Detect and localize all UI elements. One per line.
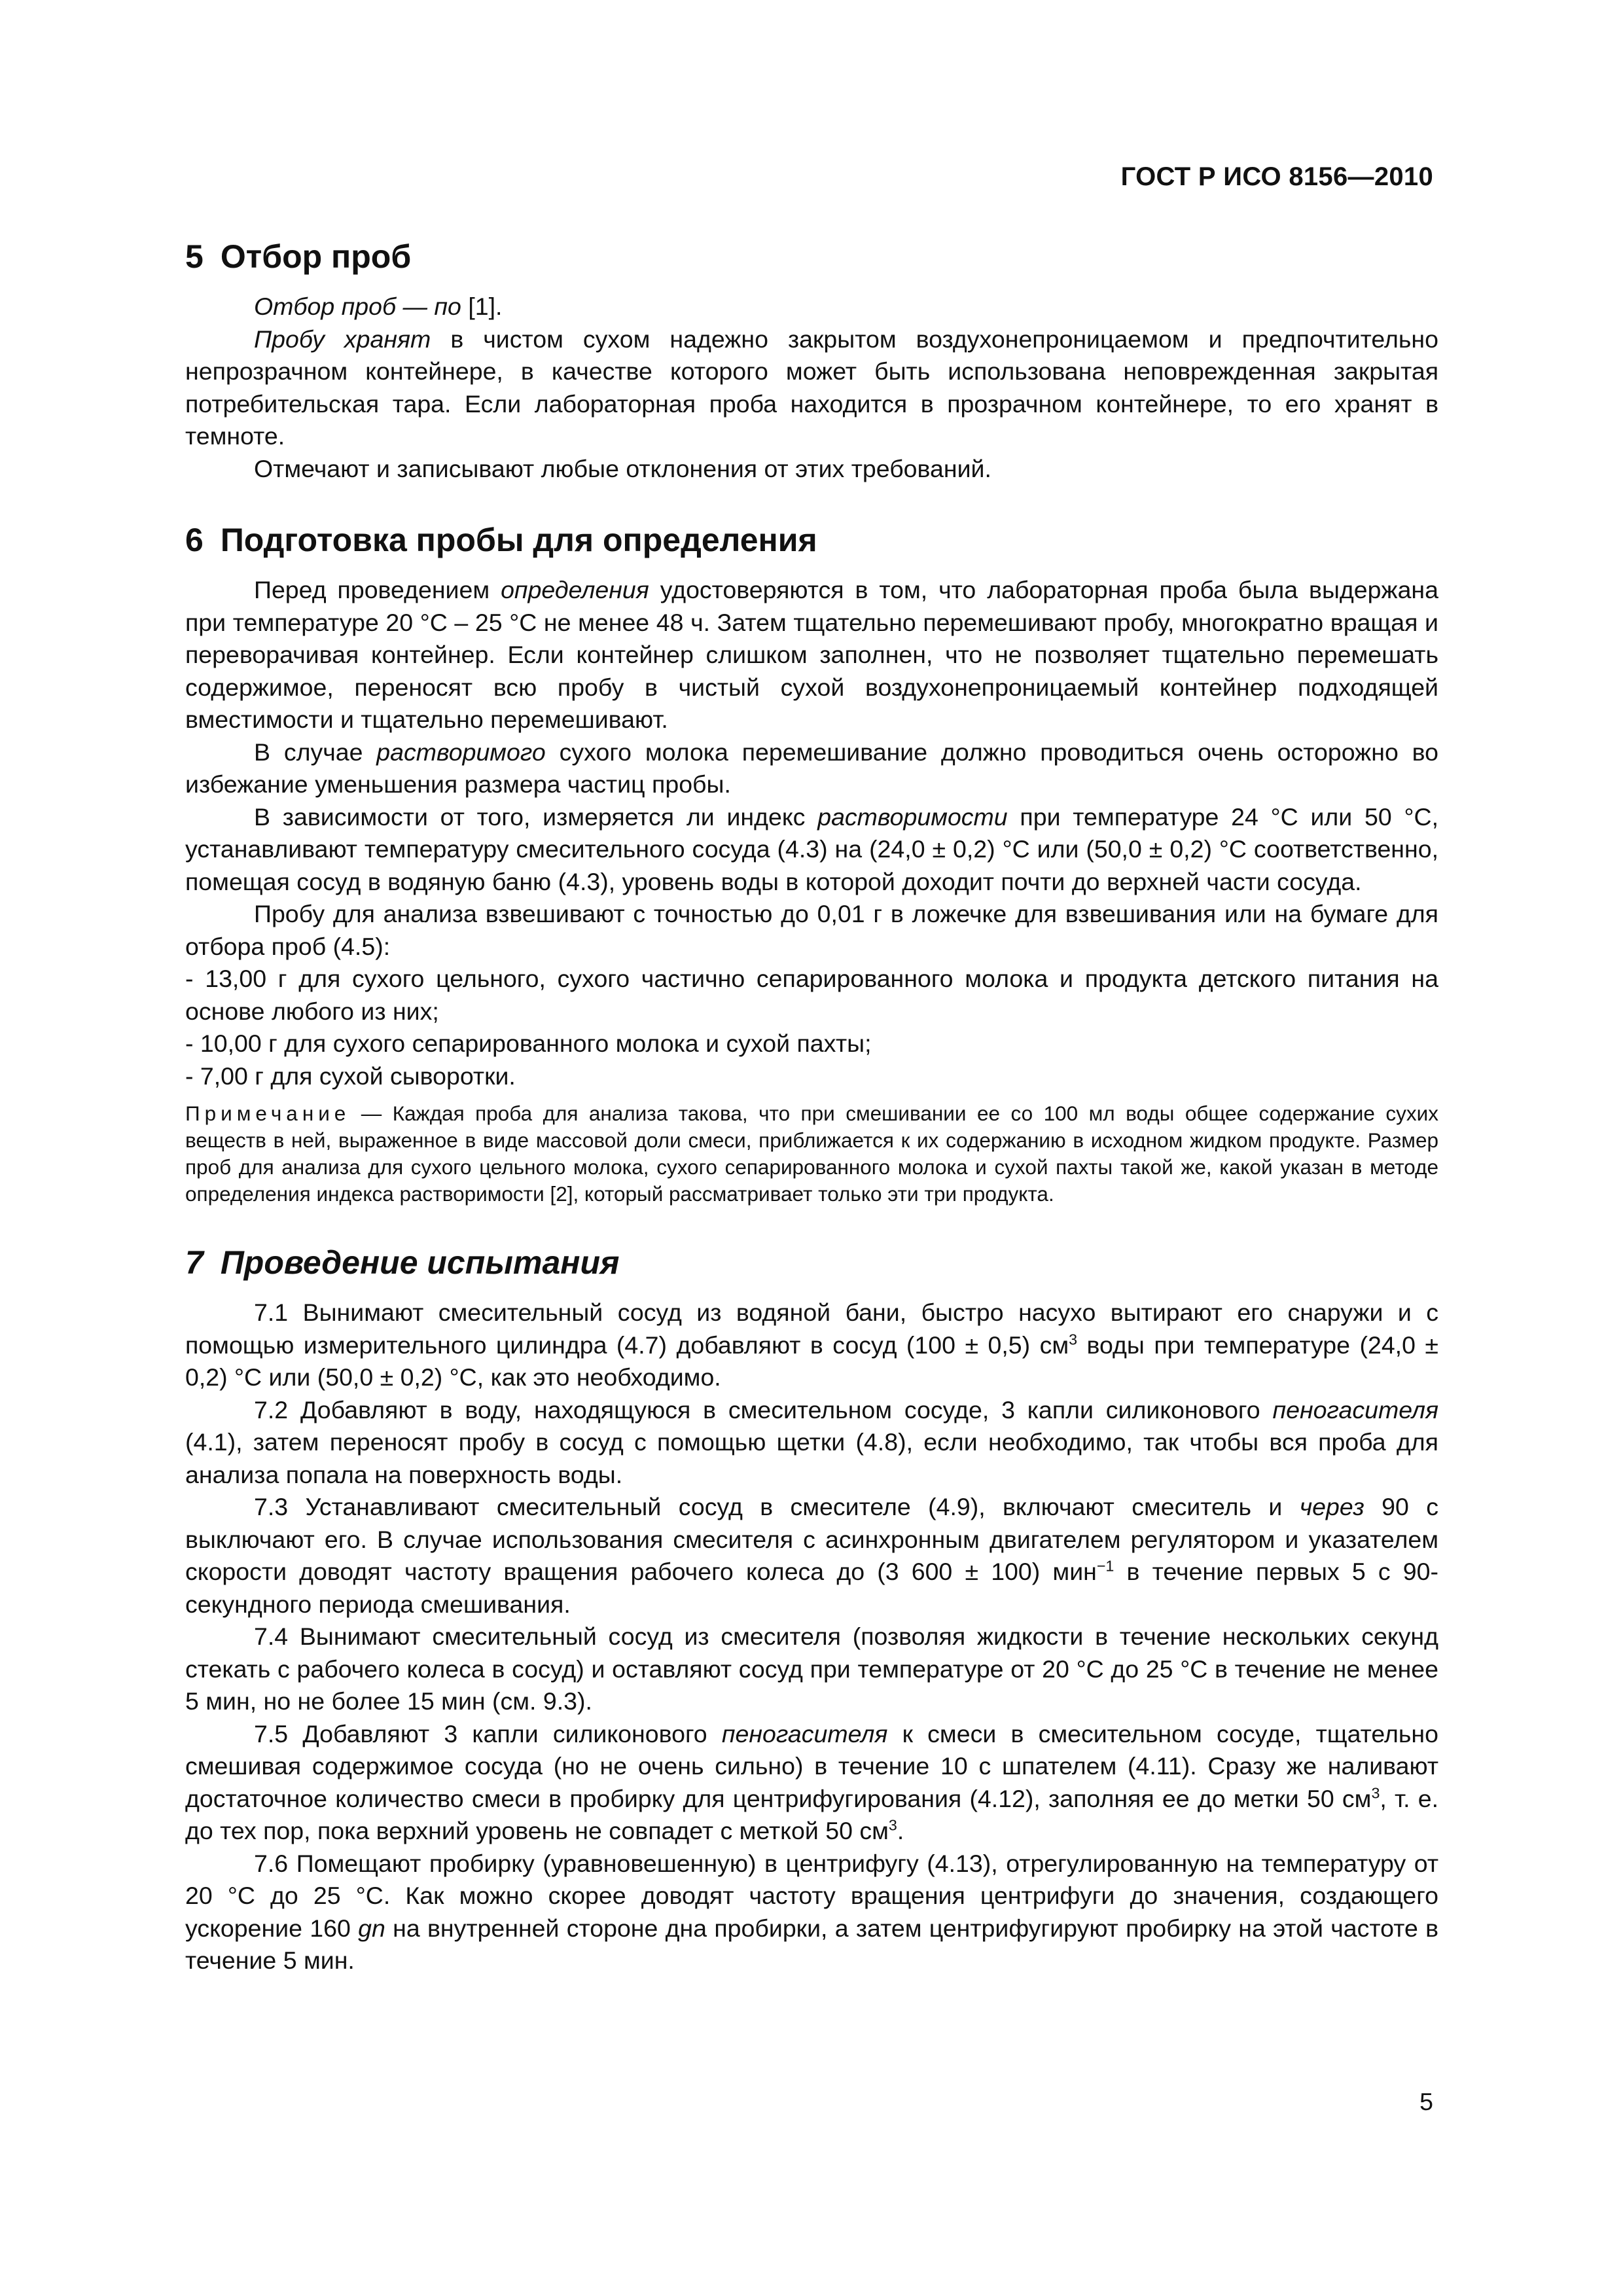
paragraph	[185, 323, 1438, 453]
paragraph-text: .	[897, 1817, 904, 1844]
clause-7-2	[185, 1394, 1438, 1492]
italic-term: через	[1299, 1493, 1364, 1520]
clause-7-4: 7.4 Вынимают смесительный сосуд из смесителя (позволяя жидкости в течение нескольких секунд стекать с рабочего колеса в сосуд) и оставляют сосуд при температуре от 20 °С до 25 °С в течение не менее 5 мин, но не более 15 мин (см. 9.3).	[185, 1623, 1438, 1715]
section-number: 7	[185, 1244, 204, 1281]
clause-7-1	[185, 1297, 1438, 1394]
clause-7-3	[185, 1491, 1438, 1621]
section-number: 6	[185, 522, 204, 558]
paragraph-text: при температуре 24 °С или 50 °С, устанавливают температуру смесительного сосуда (4.3) на (24,0 ± 0,2) °С или (50,0 ± 0,2) °С соответственно, помещая сосуд в водяную баню (4.3), уровень воды в которой доходит почти до верхней части сосуда.	[185, 802, 1438, 895]
document-code: ГОСТ Р ИСО 8156—2010	[1120, 162, 1433, 191]
paragraph	[185, 736, 1438, 801]
superscript: 3	[888, 1816, 897, 1834]
paragraph-text: В зависимости от того, измеряется ли индекс	[254, 802, 818, 831]
italic-term: пеногасителя	[721, 1719, 888, 1748]
paragraph-text: воды при температуре (24,0 ± 0,2) °С или (50,0 ± 0,2) °С, как это необходимо.	[185, 1331, 1438, 1391]
clause-7-6	[185, 1848, 1438, 1977]
paragraph-text: [1].	[461, 293, 503, 320]
page-content	[185, 236, 1438, 1977]
paragraph-text: В случае	[254, 738, 377, 766]
list-item-text: - 13,00 г для сухого цельного, сухого частично сепарированного молока и продукта детского питания на основе любого из них;	[185, 965, 1438, 1025]
section-title: Проведение испытания	[220, 1244, 620, 1281]
clause-7-5	[185, 1718, 1438, 1848]
paragraph-text: 7.3 Устанавливают смесительный сосуд в смесителе (4.9), включают смеситель и	[254, 1493, 1300, 1520]
paragraph	[185, 801, 1438, 899]
superscript: −1	[1096, 1557, 1115, 1575]
section-6-heading	[185, 519, 1438, 561]
list-item: - 10,00 г для сухого сепарированного молока и сухой пахты;	[185, 1030, 872, 1057]
superscript: 3	[1371, 1784, 1380, 1801]
paragraph-text: 7.5 Добавляют 3 капли силиконового	[254, 1719, 722, 1748]
italic-term: Пробу хранят	[254, 325, 431, 353]
section-number: 5	[185, 238, 204, 275]
section-title: Подготовка пробы для определения	[220, 522, 817, 558]
paragraph	[185, 291, 1438, 323]
paragraph-text: в чистом сухом надежно закрытом воздухонепроницаемом и предпочтительно непрозрачном контейнере, в качестве которого может быть использована неповрежденная закрытая потребительская тара. Если лабораторная проба находится в прозрачном контейнере, то его хранят в темноте.	[185, 325, 1438, 450]
paragraph	[185, 574, 1438, 736]
section-title: Отбор проб	[220, 238, 412, 275]
italic-term: растворимости	[817, 802, 1008, 831]
section-7-heading	[185, 1242, 1438, 1283]
paragraph: Отмечают и записывают любые отклонения от этих требований.	[254, 454, 991, 482]
superscript: 3	[1069, 1331, 1078, 1348]
paragraph-text: 7.2 Добавляют в воду, находящуюся в смесительном сосуде, 3 капли силиконового	[254, 1395, 1273, 1424]
section-5-heading	[185, 236, 1438, 278]
paragraph-text: Перед проведением	[254, 576, 501, 603]
paragraph-text: на внутренней стороне дна пробирки, а затем центрифугируют пробирку на этой частоте в течение 5 мин.	[185, 1914, 1439, 1974]
paragraph-text: , т. е. до тех пор, пока верхний уровень не совпадет с меткой 50 см	[185, 1784, 1438, 1844]
paragraph-text: сухого молока перемешивание должно проводиться очень осторожно во избежание уменьшения размера частиц пробы.	[185, 738, 1438, 798]
italic-term: gn	[358, 1914, 385, 1942]
note	[185, 1100, 1438, 1208]
paragraph-text: в течение первых 5 с 90-секундного периода смешивания.	[185, 1558, 1438, 1618]
note-label: Примечание	[185, 1102, 351, 1125]
paragraph-text: 7.1 Вынимают смесительный сосуд из водяной бани, быстро насухо вытирают его снаружи и с помощью измерительного цилиндра (4.7) добавляют в сосуд (100 ± 0,5) см	[185, 1299, 1438, 1359]
paragraph-text: (4.1), затем переносят пробу в сосуд с помощью щетки (4.8), если необходимо, так чтобы вся проба для анализа попала на поверхность воды.	[185, 1428, 1438, 1488]
paragraph-text: 7.6 Помещают пробирку (уравновешенную) в центрифугу (4.13), отрегулированную на температуру от 20 °С до 25 °С. Как можно скорее доводят частоту вращения центрифуги до значения, создающего ускорение 160	[185, 1849, 1438, 1942]
note-text: — Каждая проба для анализа такова, что при смешивании ее со 100 мл воды общее содержание сухих веществ в ней, выраженное в виде массовой доли смеси, приближается к их содержанию в исходном жидком продукте. Размер проб для анализа для сухого цельного молока, сухого сепарированного молока и сухой пахты такой же, какой указан в методе определения индекса растворимости [2], который рассматривает только эти три продукта.	[185, 1102, 1438, 1206]
list-item	[185, 963, 1438, 1028]
italic-term: пеногасителя	[1272, 1395, 1438, 1424]
page-number: 5	[1419, 2088, 1433, 2115]
italic-term: Отбор проб — по	[254, 293, 461, 320]
paragraph: Пробу для анализа взвешивают с точностью до 0,01 г в ложечке для взвешивания или на бумаге для отбора проб (4.5):	[185, 900, 1438, 960]
italic-term: определения	[501, 576, 649, 603]
italic-term: растворимого	[376, 738, 546, 766]
paragraph-text: к смеси в смесительном сосуде, тщательно смешивая содержимое сосуда (но не очень сильно) в течение 10 с шпателем (4.11). Сразу же наливают достаточное количество смеси в пробирку для центрифугирования (4.12), заполняя ее до метки 50 см	[185, 1719, 1439, 1812]
paragraph-text: 90 с выключают его. В случае использования смесителя с асинхронным двигателем регулятором и указателем скорости доводят частоту вращения рабочего колеса до (3 600 ± 100) мин	[185, 1493, 1438, 1585]
paragraph-text: удостоверяются в том, что лабораторная проба была выдержана при температуре 20 °С – 25 °С не менее 48 ч. Затем тщательно перемешивают пробу, многократно вращая и переворачивая контейнер. Если контейнер слишком заполнен, что не позволяет тщательно перемешать содержимое, переносят всю пробу в чистый сухой воздухонепроницаемый контейнер подходящей вместимости и тщательно перемешивают.	[185, 576, 1439, 733]
list-item: - 7,00 г для сухой сыворотки.	[185, 1062, 516, 1090]
